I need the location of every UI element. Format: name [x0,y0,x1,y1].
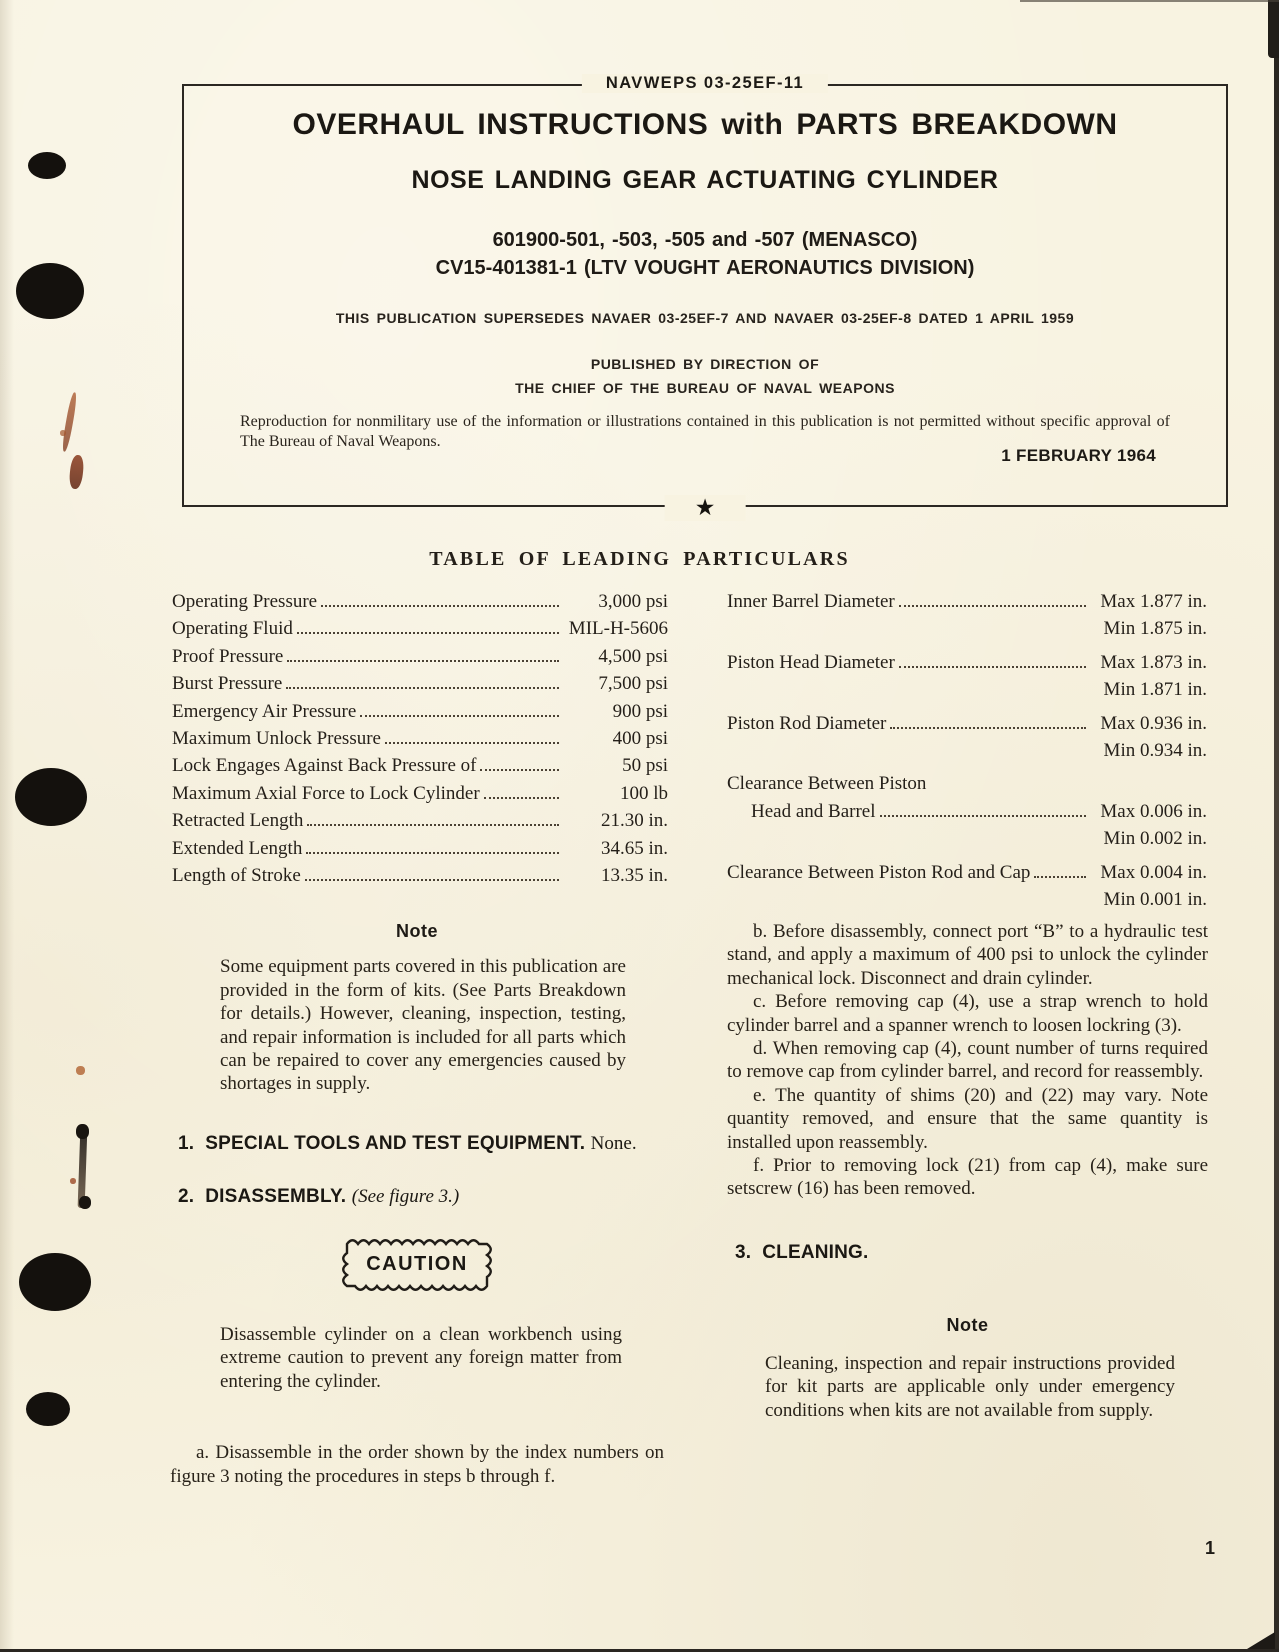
particular-row [727,737,1207,764]
particular-group [727,588,1207,643]
particular-group [727,649,1207,704]
particular-max-value: Max 1.877 in. [1100,591,1207,612]
particular-max-value: Max 0.006 in. [1100,800,1207,822]
section-2-number: 2. [178,1186,195,1208]
caution-box [342,1239,492,1291]
dot-leader [899,605,1086,607]
particular-label: Clearance Between Piston [727,773,927,795]
particulars-title: TABLE OF LEADING PARTICULARS [429,548,850,570]
section-1-title: SPECIAL TOOLS AND TEST EQUIPMENT. [205,1132,586,1154]
particular-row [172,670,668,697]
note-heading: Note [946,1315,989,1336]
particular-value: 50 psi [622,755,668,777]
part-number-line2: CV15-401381-1 (LTV VOUGHT AERONAUTICS DIVISION) [435,257,975,279]
particular-label: Maximum Axial Force to Lock Cylinder [172,782,480,804]
particular-min-value: Min 0.934 in. [1103,740,1207,762]
scan-shadow-left [0,0,14,1652]
particular-max-value: Max 0.936 in. [1100,712,1207,734]
particular-value: 900 psi [612,700,668,722]
dot-leader [385,742,559,744]
step-e-paragraph: e. The quantity of shims (20) and (22) may vary. Note quantity removed, and ensure that the same quantity is installed upon reassembly. [727,1084,1208,1153]
ink-blot [76,1124,89,1139]
particular-value: 34.65 in. [600,837,668,859]
doc-number: NAVWEPS 03-25EF-11 [582,74,828,93]
particular-value: 21.30 in. [600,810,668,832]
particular-label: Emergency Air Pressure [172,700,357,722]
section-3-number: 3. [735,1241,752,1263]
particular-row [172,752,668,779]
binder-dot [26,1392,70,1426]
particular-label-line2: Head and Barrel [751,800,876,822]
note-paragraph: Some equipment parts covered in this publication are provided in the form of kits. (See Parts Breakdown for details.) However, cleaning, inspection, testing, and repair information is included for all parts which can be repaired to cover any emergencies caused by shortages in supply. [220,956,626,1095]
particular-label: Piston Head Diameter [727,651,895,673]
particular-row [727,798,1207,825]
particulars-right-column [727,588,1207,919]
particular-group [727,770,1207,852]
particular-row [172,780,668,807]
particular-label: Piston Rod Diameter [727,712,887,734]
step-d-paragraph: d. When removing cap (4), count number of turns required to remove cap from cylinder barrel, and record for reassembly. [727,1038,1208,1083]
section-3-heading [727,1241,1208,1264]
particular-min-value: Min 0.002 in. [1103,828,1207,850]
scan-corner-bottom-right [1247,1632,1275,1649]
particular-label: Maximum Unlock Pressure [172,728,381,750]
right-text-column [727,920,1208,1422]
particular-label: Burst Pressure [172,673,283,695]
left-text-column [170,920,664,1488]
particular-row [727,588,1207,615]
dot-leader [306,852,559,854]
rust-stain [60,430,66,436]
dot-leader [899,666,1086,668]
reproduction-notice: Reproduction for nonmilitary use of the information or illustrations contained in this publication is not permitted without specific approval of The Bureau of Naval Weapons. [240,413,1170,450]
section-1-text: None. [590,1132,637,1154]
caution-label: CAUTION [366,1252,468,1275]
star-icon: ★ [665,495,746,521]
title-box [182,74,1228,520]
rust-stain [61,392,78,452]
particular-max-value: Max 1.873 in. [1100,651,1207,673]
dot-leader [360,715,559,717]
particular-value: 4,500 psi [598,645,668,667]
particular-row [727,825,1207,852]
note-paragraph: Cleaning, inspection and repair instructions provided for kit parts are applicable only under emergency conditions when kits are not available from supply. [765,1352,1175,1421]
ink-blot [79,1196,91,1209]
particular-label: Extended Length [172,837,303,859]
particular-value: 100 lb [619,782,668,804]
particular-label: Lock Engages Against Back Pressure of [172,755,477,777]
binder-dot [28,152,66,179]
particular-row [727,859,1207,886]
particular-value: 3,000 psi [598,591,668,612]
part-numbers [184,226,1226,282]
particular-row [727,649,1207,676]
particular-group [727,859,1207,914]
particular-row [172,615,668,642]
step-a-paragraph: a. Disassemble in the order shown by the index numbers on figure 3 noting the procedures in steps b through f. [170,1442,664,1487]
section-2-title: DISASSEMBLY. [205,1186,347,1208]
dot-leader [297,632,559,634]
supersedes-notice: THIS PUBLICATION SUPERSEDES NAVAER 03-25EF-7 AND NAVAER 03-25EF-8 DATED 1 APRIL 1959 [335,310,1075,326]
section-2-heading [170,1185,664,1208]
caution-paragraph: Disassemble cylinder on a clean workbench using extreme caution to prevent any foreign matter from entering the cylinder. [220,1324,622,1392]
particular-row [727,710,1207,737]
scan-edge-top [1020,0,1279,2]
dot-leader [307,824,559,826]
particular-row [727,615,1207,642]
particular-value: 400 psi [612,728,668,750]
section-1-number: 1. [178,1132,195,1154]
particular-min-value: Min 1.875 in. [1103,618,1207,640]
particular-label: Retracted Length [172,810,304,832]
rust-stain [68,454,84,489]
scan-edge-right [1274,0,1279,1652]
particular-row [172,643,668,670]
particular-row [172,588,668,615]
published-by-line1: PUBLISHED BY DIRECTION OF [590,356,820,372]
binder-dot [15,768,87,826]
dot-leader [484,797,559,799]
dot-leader [321,605,559,607]
particular-row [172,698,668,725]
published-by-line2: THE CHIEF OF THE BUREAU OF NAVAL WEAPONS [515,380,895,396]
note-heading: Note [396,921,438,941]
rust-stain [70,1178,76,1184]
rust-stain [76,1066,85,1075]
page-subtitle: NOSE LANDING GEAR ACTUATING CYLINDER [411,166,999,194]
particular-label: Operating Fluid [172,618,293,640]
particular-row [172,862,668,889]
dot-leader [1034,876,1086,878]
particular-label: Proof Pressure [172,645,284,667]
particular-row [727,676,1207,703]
particular-row [727,770,1207,797]
dot-leader [305,879,559,881]
step-f-paragraph: f. Prior to removing lock (21) from cap (4), make sure setscrew (16) has been removed. [727,1155,1208,1200]
binder-dot [16,263,84,319]
particular-label: Clearance Between Piston Rod and Cap [727,861,1031,883]
dot-leader [890,727,1086,729]
part-number-line1: 601900-501, -503, -505 and -507 (MENASCO) [492,229,918,251]
step-b-paragraph: b. Before disassembly, connect port “B” to a hydraulic test stand, and apply a maximum of 400 psi to unlock the cylinder mechanical lock. Disconnect and drain cylinder. [727,921,1208,989]
particular-label: Operating Pressure [172,591,318,612]
scan-edge-right-top [1268,0,1279,58]
binder-dot [19,1253,91,1311]
particular-value: 7,500 psi [598,673,668,695]
section-2-figure-ref: (See figure 3.) [351,1186,460,1208]
particular-min-value: Min 0.001 in. [1103,889,1207,911]
dot-leader [880,815,1087,817]
section-1-heading [170,1132,664,1155]
dot-leader [286,687,559,689]
page-number: 1 [1205,1538,1216,1558]
publication-date: 1 FEBRUARY 1964 [1001,446,1156,465]
particular-group [727,710,1207,765]
particular-max-value: Max 0.004 in. [1100,861,1207,883]
section-3-title: CLEANING. [762,1241,869,1263]
particular-value: 13.35 in. [600,865,668,887]
dot-leader [287,660,559,662]
particular-min-value: Min 1.871 in. [1103,679,1207,701]
step-c-paragraph: c. Before removing cap (4), use a strap wrench to hold cylinder barrel and a spanner wrench to loosen lockring (3). [727,991,1208,1036]
page-title: OVERHAUL INSTRUCTIONS with PARTS BREAKDOWN [292,108,1118,141]
particular-label: Inner Barrel Diameter [727,591,895,612]
particular-row [172,835,668,862]
particular-label: Length of Stroke [172,865,301,887]
particular-value: MIL-H-5606 [568,618,668,640]
caution-box-wrap [170,1239,664,1297]
particular-row [172,807,668,834]
particulars-left-column [172,588,668,889]
particular-row [172,725,668,752]
dot-leader [480,769,559,771]
particular-row [727,886,1207,913]
